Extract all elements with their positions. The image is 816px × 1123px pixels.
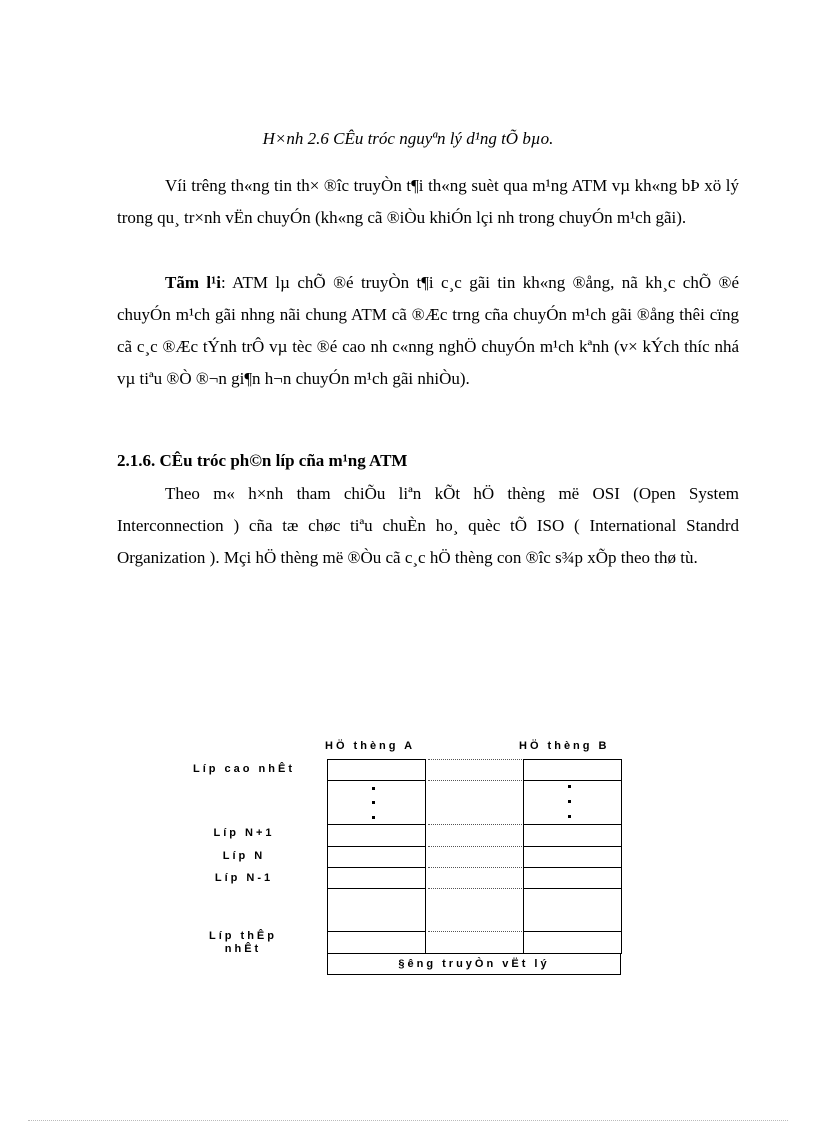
figure-caption: H×nh 2.6 CÊu tróc nguyªn lý d¹ng tÕ bµo.	[262, 129, 554, 148]
peer-connector	[428, 824, 522, 825]
divider	[523, 867, 622, 868]
paragraph-3	[117, 478, 739, 574]
paragraph-3-text: Theo m« h×nh tham chiÕu liªn kÕt hÖ thèng më OSI (Open System Interconnection ) cña tæ chøc tiªu chuÈn ho¸ quèc tÕ ISO ( International Standrd Organization ). Mçi hÖ thèng më ®Òu cã c¸c hÖ thèng con ®îc s¾p xÕp theo thø tù.	[117, 484, 739, 567]
peer-connector	[428, 888, 522, 889]
ellipsis-dot	[568, 785, 571, 788]
divider	[523, 846, 622, 847]
peer-connector	[428, 931, 522, 932]
divider	[327, 888, 426, 889]
divider	[327, 867, 426, 868]
system-b-stack	[523, 759, 622, 954]
divider	[327, 780, 426, 781]
peer-connector	[428, 867, 522, 868]
system-a-label: HÖ thèng A	[325, 740, 416, 752]
divider	[327, 931, 426, 932]
peer-connector	[428, 846, 522, 847]
system-b-label: HÖ thèng B	[519, 740, 610, 752]
layer-n-plus-1-label: Líp N+1	[213, 827, 275, 839]
paragraph-1-text: Víi trêng th«ng tin th× ®îc truyÒn t¶i th«ng suèt qua m¹ng ATM vµ kh«ng bÞ xö lý trong qu¸ tr×nh vËn chuyÓn (kh«ng cã ®iÒu khiÓn lçi nh trong chuyÓn m¹ch gãi).	[117, 176, 739, 227]
page-bottom-rule	[28, 1120, 788, 1121]
peer-connector	[428, 759, 522, 760]
divider	[327, 846, 426, 847]
divider	[523, 931, 622, 932]
divider	[523, 824, 622, 825]
ellipsis-dot	[372, 816, 375, 819]
section-heading: 2.1.6. CÊu tróc ph©n líp cña m¹ng ATM	[117, 451, 408, 470]
system-a-stack	[327, 759, 426, 954]
paragraph-2-text: : ATM lµ chÕ ®é truyÒn t¶i c¸c gãi tin kh«ng ®ång, nã kh¸c chÕ ®é chuyÓn m¹ch gãi nhng nãi chung ATM cã ®Æc trng cña chuyÓn m¹ch gãi ®ång thêi cïng cã c¸c ®Æc tÝnh trÔ vµ tèc ®é cao nh c«nng nghÖ chuyÓn m¹ch kªnh (v× kÝch thíc nhá vµ tiªu ®Ò ®¬n gi¶n h¬n chuyÓn m¹ch gãi nhiÒu).	[117, 273, 739, 388]
layer-top-label: Líp cao nhÊt	[193, 763, 295, 775]
physical-medium-bar: §êng truyÒn vËt lý	[327, 953, 621, 975]
peer-connector	[428, 780, 522, 781]
divider	[523, 888, 622, 889]
divider	[327, 824, 426, 825]
paragraph-2-lead: Tãm l¹i	[165, 273, 221, 292]
ellipsis-dot	[372, 801, 375, 804]
paragraph-1	[117, 170, 739, 234]
ellipsis-dot	[568, 815, 571, 818]
layer-lowest-label: Líp thÊp nhÊt	[209, 930, 277, 955]
layer-n-minus-1-label: Líp N-1	[214, 872, 274, 884]
layer-n-label: Líp N	[222, 850, 266, 862]
paragraph-2	[117, 267, 739, 395]
ellipsis-dot	[372, 787, 375, 790]
ellipsis-dot	[568, 800, 571, 803]
divider	[523, 780, 622, 781]
